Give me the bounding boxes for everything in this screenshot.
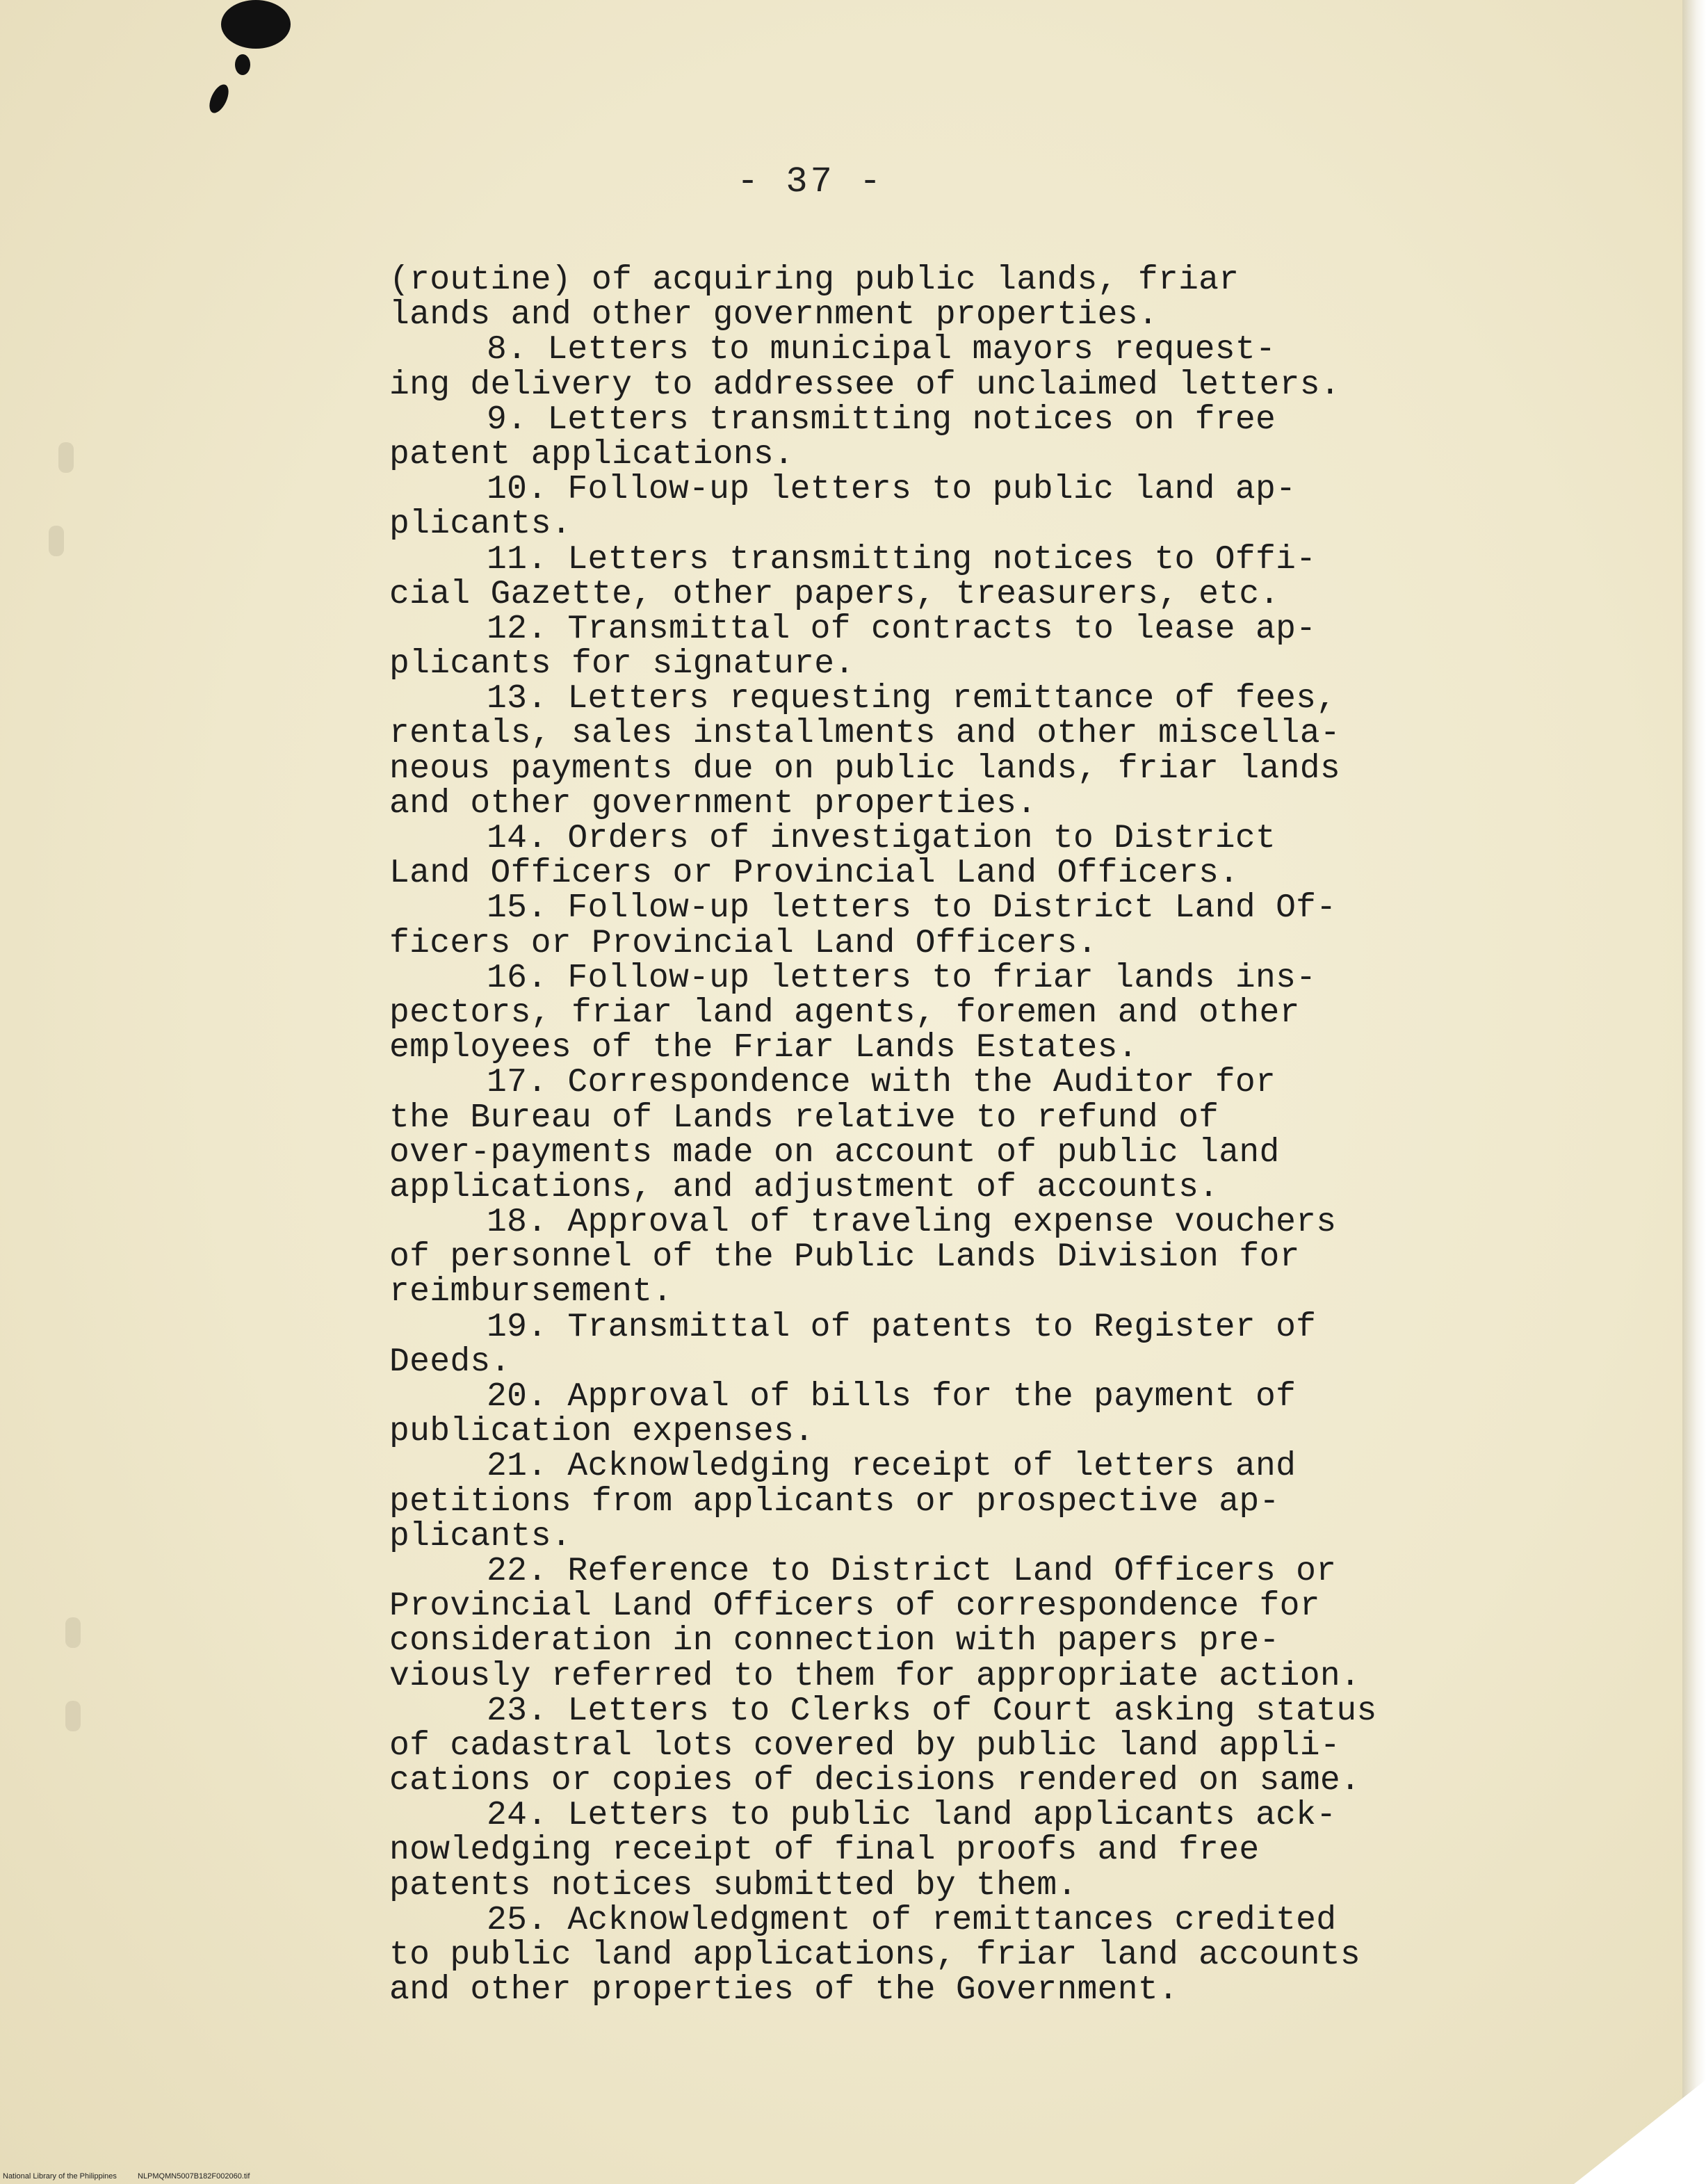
text-line: plicants for signature. bbox=[389, 645, 855, 683]
page-number: - 37 - bbox=[737, 161, 884, 202]
text-line: 9. Letters transmitting notices on free bbox=[487, 401, 1276, 439]
archive-file-id: NLPMQMN5007B182F002060.tif bbox=[138, 2172, 250, 2181]
text-line: and other government properties. bbox=[389, 784, 1037, 823]
text-line: 23. Letters to Clerks of Court asking status bbox=[487, 1692, 1377, 1730]
text-line: of cadastral lots covered by public land appli- bbox=[389, 1726, 1340, 1765]
text-line: 22. Reference to District Land Officers or bbox=[487, 1552, 1337, 1590]
text-line: cations or copies of decisions rendered on same. bbox=[389, 1762, 1361, 1800]
text-line: the Bureau of Lands relative to refund of bbox=[389, 1099, 1219, 1137]
text-line: consideration in connection with papers pre- bbox=[389, 1622, 1280, 1660]
binding-mark bbox=[58, 442, 74, 473]
archive-label: National Library of the Philippines bbox=[3, 2172, 117, 2181]
text-line: 13. Letters requesting remittance of fees, bbox=[487, 680, 1337, 718]
text-line: 20. Approval of bills for the payment of bbox=[487, 1378, 1297, 1416]
text-line: nowledging receipt of final proofs and free bbox=[389, 1831, 1260, 1870]
text-line: Land Officers or Provincial Land Officers. bbox=[389, 855, 1240, 893]
text-line: publication expenses. bbox=[389, 1413, 815, 1451]
text-line: and other properties of the Government. bbox=[389, 1971, 1179, 2009]
binding-mark bbox=[49, 526, 64, 556]
text-line: Deeds. bbox=[389, 1343, 511, 1381]
text-line: plicants. bbox=[389, 1517, 571, 1555]
text-line: patents notices submitted by them. bbox=[389, 1866, 1078, 1904]
text-line: rentals, sales installments and other miscella- bbox=[389, 715, 1340, 753]
text-line: 25. Acknowledgment of remittances credited bbox=[487, 1901, 1337, 1939]
ink-blot-small bbox=[235, 54, 250, 75]
text-line: 14. Orders of investigation to District bbox=[487, 820, 1276, 857]
text-line: neous payments due on public lands, friar lands bbox=[389, 750, 1340, 788]
archive-footer bbox=[3, 2172, 250, 2181]
text-line: petitions from applicants or prospective ap- bbox=[389, 1482, 1280, 1521]
text-line: over-payments made on account of public land bbox=[389, 1133, 1280, 1172]
text-line: reimbursement. bbox=[389, 1273, 673, 1311]
text-line: 16. Follow-up letters to friar lands ins- bbox=[487, 959, 1317, 997]
text-line: 21. Acknowledging receipt of letters and bbox=[487, 1448, 1297, 1486]
folded-corner bbox=[1574, 2080, 1706, 2184]
text-line: 10. Follow-up letters to public land ap- bbox=[487, 471, 1297, 509]
typed-body-text bbox=[389, 263, 1474, 2007]
text-line: to public land applications, friar land accounts bbox=[389, 1936, 1361, 1974]
text-line: of personnel of the Public Lands Division for bbox=[389, 1238, 1300, 1277]
text-line: ficers or Provincial Land Officers. bbox=[389, 924, 1098, 962]
text-line: ing delivery to addressee of unclaimed letters. bbox=[389, 366, 1340, 404]
text-line: 24. Letters to public land applicants ack- bbox=[487, 1797, 1337, 1835]
text-line: 15. Follow-up letters to District Land Of- bbox=[487, 889, 1337, 928]
text-line: 8. Letters to municipal mayors request- bbox=[487, 331, 1276, 369]
text-line: 18. Approval of traveling expense vouchers bbox=[487, 1204, 1337, 1242]
text-line: viously referred to them for appropriate action. bbox=[389, 1657, 1361, 1695]
binding-mark bbox=[65, 1617, 81, 1648]
text-line: employees of the Friar Lands Estates. bbox=[389, 1029, 1138, 1067]
text-line: plicants. bbox=[389, 505, 571, 544]
text-line: pectors, friar land agents, foremen and other bbox=[389, 994, 1300, 1032]
text-line: cial Gazette, other papers, treasurers, etc. bbox=[389, 575, 1280, 613]
text-line: Provincial Land Officers of correspondence for bbox=[389, 1587, 1320, 1626]
text-line: 11. Letters transmitting notices to Offi- bbox=[487, 540, 1317, 579]
text-line: patent applications. bbox=[389, 435, 795, 474]
text-line: 12. Transmittal of contracts to lease ap- bbox=[487, 610, 1317, 648]
page-edge bbox=[1682, 0, 1706, 2184]
ink-blot-large bbox=[221, 0, 291, 49]
text-line: (routine) of acquiring public lands, friar bbox=[389, 261, 1240, 299]
text-line: lands and other government properties. bbox=[389, 296, 1158, 334]
text-line: 17. Correspondence with the Auditor for bbox=[487, 1064, 1276, 1102]
binding-mark bbox=[65, 1701, 81, 1731]
text-line: applications, and adjustment of accounts. bbox=[389, 1168, 1219, 1206]
text-line: 19. Transmittal of patents to Register of bbox=[487, 1308, 1317, 1346]
